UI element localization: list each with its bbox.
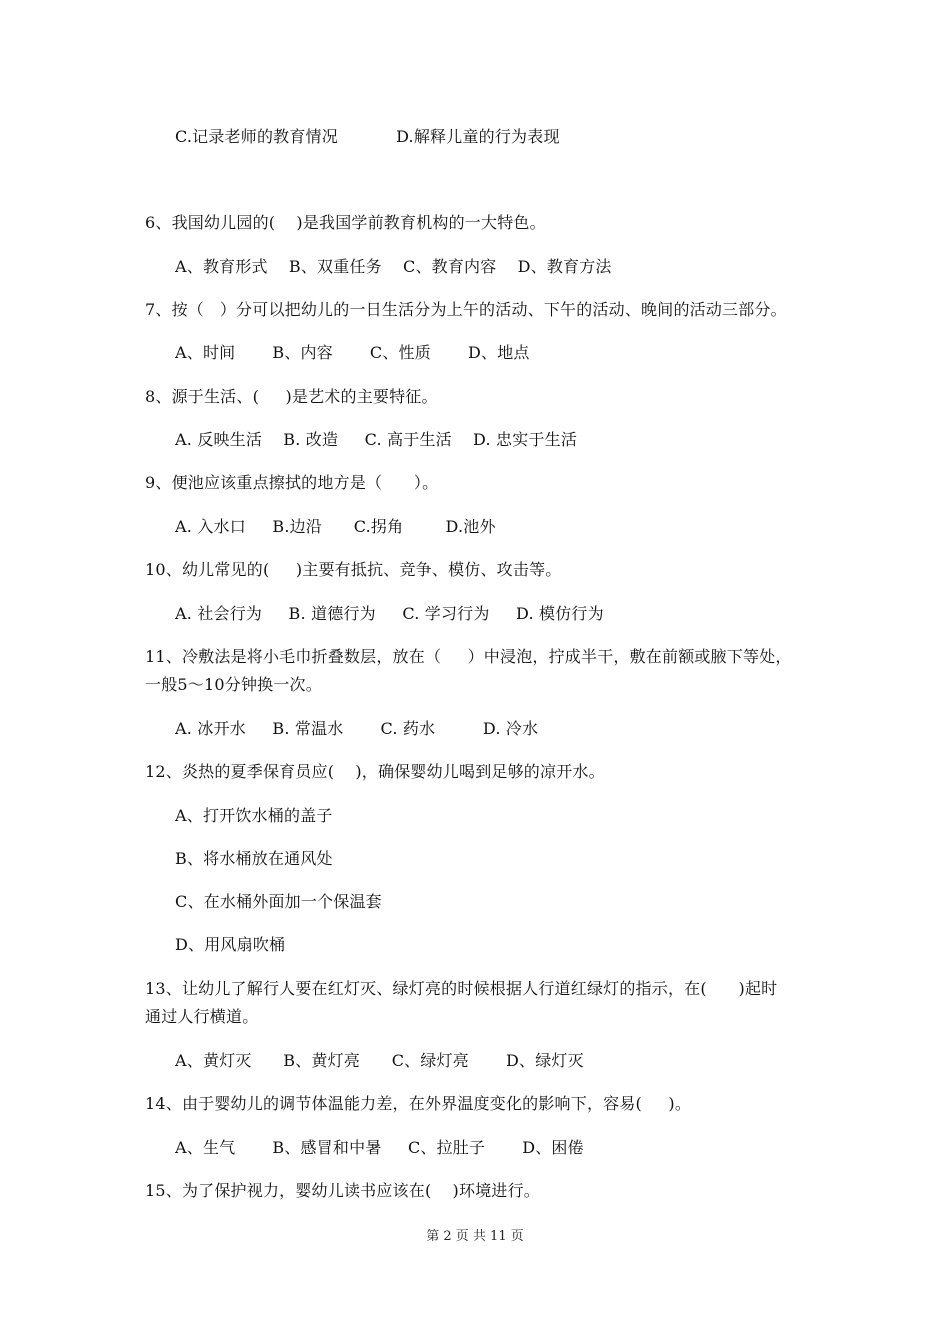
question-12-option-a: A、打开饮水桶的盖子 bbox=[175, 806, 333, 825]
question-14-options: A、生气 B、感冒和中暑 C、拉肚子 D、困倦 bbox=[175, 1138, 584, 1157]
question-7-options: A、时间 B、内容 C、性质 D、地点 bbox=[175, 343, 530, 362]
question-12-option-b: B、将水桶放在通风处 bbox=[175, 849, 333, 868]
question-6: 6、我国幼儿园的( )是我国学前教育机构的一大特色。 bbox=[145, 213, 546, 232]
question-6-options: A、教育形式 B、双重任务 C、教育内容 D、教育方法 bbox=[175, 257, 612, 276]
question-8-options: A. 反映生活 B. 改造 C. 高于生活 D. 忠实于生活 bbox=[175, 430, 578, 449]
question-12: 12、炎热的夏季保育员应( )，确保婴幼儿喝到足够的凉开水。 bbox=[145, 762, 605, 781]
q5-options-cd: C.记录老师的教育情况 D.解释儿童的行为表现 bbox=[175, 127, 560, 146]
question-13-options: A、黄灯灭 B、黄灯亮 C、绿灯亮 D、绿灯灭 bbox=[175, 1051, 584, 1070]
question-10: 10、幼儿常见的( )主要有抵抗、竞争、模仿、攻击等。 bbox=[145, 560, 562, 579]
question-7: 7、按（ ）分可以把幼儿的一日生活分为上午的活动、下午的活动、晚间的活动三部分。 bbox=[145, 300, 787, 319]
question-11: 11、冷敷法是将小毛巾折叠数层，放在（ ）中浸泡，拧成半干，敷在前额或腋下等处， bbox=[145, 647, 792, 666]
question-10-options: A. 社会行为 B. 道德行为 C. 学习行为 D. 模仿行为 bbox=[175, 604, 604, 623]
question-13: 13、让幼儿了解行人要在红灯灭、绿灯亮的时候根据人行道红绿灯的指示，在( )起时 bbox=[145, 979, 778, 998]
question-9-options: A. 入水口 B.边沿 C.拐角 D.池外 bbox=[175, 517, 496, 536]
question-11-continued: 一般5～10分钟换一次。 bbox=[145, 675, 322, 694]
page-footer: 第 2 页 共 11 页 bbox=[426, 1229, 524, 1244]
question-9: 9、便池应该重点擦拭的地方是（ ）。 bbox=[145, 473, 439, 492]
question-14: 14、由于婴幼儿的调节体温能力差，在外界温度变化的影响下，容易( )。 bbox=[145, 1094, 692, 1113]
question-11-options: A. 冰开水 B. 常温水 C. 药水 D. 冷水 bbox=[175, 719, 539, 738]
question-13-continued: 通过人行横道。 bbox=[145, 1007, 259, 1026]
question-8: 8、源于生活、( )是艺术的主要特征。 bbox=[145, 387, 438, 406]
question-12-option-d: D、用风扇吹桶 bbox=[175, 935, 286, 954]
question-12-option-c: C、在水桶外面加一个保温套 bbox=[175, 892, 382, 911]
question-15: 15、为了保护视力，婴幼儿读书应该在( )环境进行。 bbox=[145, 1181, 540, 1200]
